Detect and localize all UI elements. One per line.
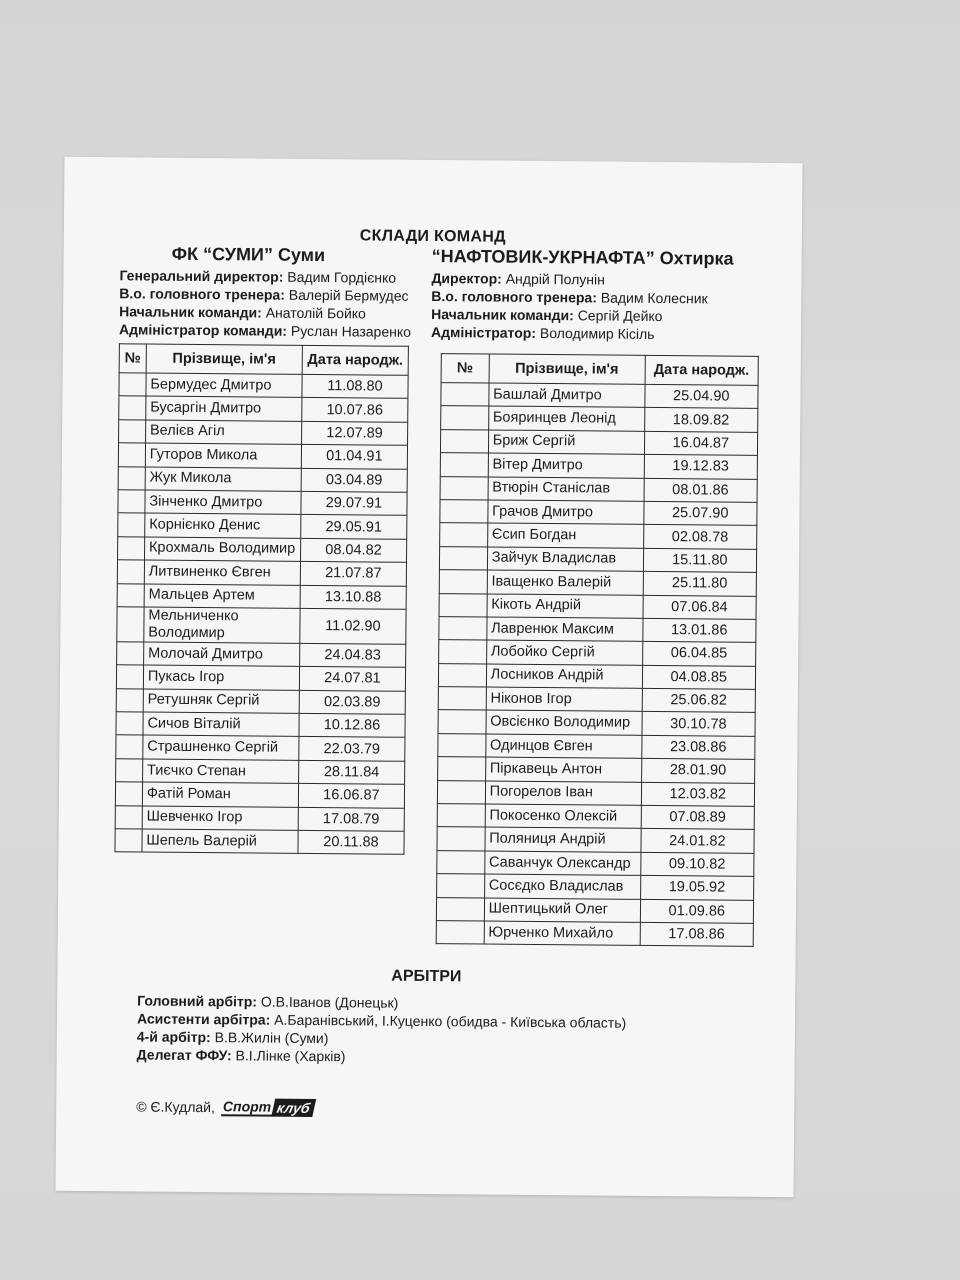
logo-part-club: клуб xyxy=(271,1099,316,1117)
player-name-cell: Поляниця Андрій xyxy=(485,827,641,852)
player-number-cell xyxy=(439,546,487,570)
player-name-cell: Шептицький Олег xyxy=(484,898,640,923)
staff-line: Начальник команди: Сергій Дейко xyxy=(431,306,663,325)
player-name-cell: Лобойко Сергій xyxy=(486,640,642,665)
player-birthdate-cell: 04.08.85 xyxy=(642,665,756,689)
player-birthdate-cell: 17.08.79 xyxy=(298,807,404,831)
player-name-cell: Лавренюк Максим xyxy=(487,617,643,642)
player-birthdate-cell: 25.06.82 xyxy=(642,688,756,712)
table-row xyxy=(115,829,404,855)
player-birthdate-cell: 24.01.82 xyxy=(641,829,755,853)
player-name-cell: Гуторов Микола xyxy=(145,443,301,468)
player-number-cell xyxy=(119,396,146,420)
player-birthdate-cell: 25.07.90 xyxy=(643,501,757,525)
player-birthdate-cell: 10.07.86 xyxy=(302,398,408,422)
player-name-cell: Зінченко Дмитро xyxy=(145,490,301,515)
player-name-cell: Мельниченко Володимир xyxy=(144,607,300,643)
roster-table-left xyxy=(114,343,408,855)
player-birthdate-cell: 10.12.86 xyxy=(299,713,405,737)
player-number-cell xyxy=(441,383,489,407)
player-number-cell xyxy=(437,874,485,898)
player-birthdate-cell: 22.03.79 xyxy=(299,737,405,761)
column-header-number: № xyxy=(441,354,489,383)
player-number-cell xyxy=(438,687,486,711)
team-left-name: ФК “СУМИ” Суми xyxy=(171,243,326,266)
player-number-cell xyxy=(115,829,142,853)
player-birthdate-cell: 08.04.82 xyxy=(300,538,406,562)
roster-table-right xyxy=(436,353,759,947)
program-sheet xyxy=(56,157,803,1197)
player-birthdate-cell: 16.06.87 xyxy=(298,784,404,808)
player-number-cell xyxy=(118,513,145,537)
table-row xyxy=(118,443,407,469)
player-birthdate-cell: 24.04.83 xyxy=(299,643,405,667)
player-number-cell xyxy=(118,443,145,467)
player-birthdate-cell: 19.12.83 xyxy=(644,455,758,479)
player-number-cell xyxy=(438,663,486,687)
table-row xyxy=(116,759,405,785)
player-name-cell: Грачов Дмитро xyxy=(488,500,644,525)
table-row xyxy=(439,593,756,619)
player-number-cell xyxy=(438,710,486,734)
column-header-date: Дата народж. xyxy=(302,345,408,375)
staff-line: Адміністратор: Володимир Кісіль xyxy=(430,324,655,342)
player-number-cell xyxy=(437,780,485,804)
copyright-text: © Є.Кудлай, xyxy=(136,1098,215,1116)
player-birthdate-cell: 12.03.82 xyxy=(641,782,755,806)
player-birthdate-cell: 20.11.88 xyxy=(298,830,404,854)
page-title: СКЛАДИ КОМАНД xyxy=(359,227,506,246)
player-birthdate-cell: 02.08.78 xyxy=(643,525,757,549)
player-number-cell xyxy=(439,593,487,617)
player-birthdate-cell: 02.03.89 xyxy=(299,690,405,714)
player-number-cell xyxy=(439,616,487,640)
player-name-cell: Одинцов Євген xyxy=(485,734,641,759)
table-row xyxy=(439,546,756,572)
table-row xyxy=(117,607,406,645)
referee-line: 4-й арбітр: В.В.Жилін (Суми) xyxy=(136,1028,329,1047)
player-number-cell xyxy=(436,897,484,921)
staff-line: В.о. головного тренера: Вадим Колесник xyxy=(431,288,708,307)
player-birthdate-cell: 24.07.81 xyxy=(299,667,405,691)
table-row xyxy=(437,804,754,830)
team-right-name: “НАФТОВИК-УКРНАФТА” Охтирка xyxy=(431,246,734,269)
player-birthdate-cell: 23.08.86 xyxy=(641,735,755,759)
table-row xyxy=(115,805,404,831)
table-row xyxy=(440,476,757,502)
player-birthdate-cell: 11.08.80 xyxy=(302,374,408,398)
table-row xyxy=(115,782,404,808)
player-number-cell xyxy=(116,712,143,736)
referee-line: Головний арбітр: О.В.Іванов (Донецьк) xyxy=(137,992,399,1011)
player-name-cell: Юрченко Михайло xyxy=(484,921,640,946)
player-name-cell: Бояринцев Леонід xyxy=(488,406,644,431)
player-name-cell: Молочай Дмитро xyxy=(143,642,299,667)
player-birthdate-cell: 15.11.80 xyxy=(643,548,757,572)
table-row xyxy=(116,688,405,714)
table-row xyxy=(438,687,755,713)
player-name-cell: Ретушняк Сергій xyxy=(143,689,299,714)
table-row xyxy=(116,665,405,691)
table-row xyxy=(440,429,757,455)
player-number-cell xyxy=(440,453,488,477)
copyright-line xyxy=(136,1097,314,1117)
table-row xyxy=(437,827,754,853)
player-birthdate-cell: 29.05.91 xyxy=(301,515,407,539)
player-number-cell xyxy=(117,560,144,584)
player-number-cell xyxy=(117,607,144,642)
player-birthdate-cell: 13.10.88 xyxy=(300,585,406,609)
table-row xyxy=(437,850,754,876)
player-name-cell: Погорелов Іван xyxy=(485,781,641,806)
table-row xyxy=(438,710,755,736)
table-row xyxy=(118,490,407,516)
player-birthdate-cell: 09.10.82 xyxy=(640,852,754,876)
table-row xyxy=(439,570,756,596)
player-number-cell xyxy=(440,500,488,524)
player-name-cell: Сичов Віталій xyxy=(143,712,299,737)
player-birthdate-cell: 06.04.85 xyxy=(642,642,756,666)
player-number-cell xyxy=(116,759,143,783)
player-name-cell: Піркавець Антон xyxy=(485,757,641,782)
player-birthdate-cell: 18.09.82 xyxy=(644,408,758,432)
staff-line: Генеральний директор: Вадим Гордієнко xyxy=(119,267,397,286)
player-name-cell: Пукась Ігор xyxy=(143,665,299,690)
table-row xyxy=(119,373,408,399)
table-row xyxy=(437,780,754,806)
table-row xyxy=(440,523,757,549)
table-row xyxy=(440,453,757,479)
player-birthdate-cell: 17.08.86 xyxy=(640,922,754,946)
staff-line: Начальник команди: Анатолій Бойко xyxy=(119,303,366,322)
player-number-cell xyxy=(117,583,144,607)
player-name-cell: Вітер Дмитро xyxy=(488,453,644,478)
player-name-cell: Овсієнко Володимир xyxy=(486,710,642,735)
table-row xyxy=(117,560,406,586)
table-row xyxy=(436,921,753,947)
table-row xyxy=(117,583,406,609)
referee-line: Делегат ФФУ: В.І.Лінке (Харків) xyxy=(136,1046,346,1065)
player-birthdate-cell: 16.04.87 xyxy=(644,431,758,455)
player-number-cell xyxy=(437,850,485,874)
referees-title: АРБІТРИ xyxy=(391,967,462,986)
player-birthdate-cell: 30.10.78 xyxy=(642,712,756,736)
player-number-cell xyxy=(439,640,487,664)
player-name-cell: Бусаргін Дмитро xyxy=(146,396,302,421)
player-number-cell xyxy=(117,642,144,666)
player-number-cell xyxy=(440,429,488,453)
player-number-cell xyxy=(441,406,489,430)
player-name-cell: Втюрін Станіслав xyxy=(488,477,644,502)
table-row xyxy=(438,663,755,689)
column-header-name: Прізвище, ім'я xyxy=(489,354,645,384)
player-birthdate-cell: 28.11.84 xyxy=(298,760,404,784)
player-name-cell: Покосенко Олексій xyxy=(485,804,641,829)
player-number-cell xyxy=(438,757,486,781)
table-row xyxy=(439,640,756,666)
team-right-header xyxy=(431,246,792,344)
player-birthdate-cell: 25.04.90 xyxy=(644,384,758,408)
player-birthdate-cell: 21.07.87 xyxy=(300,561,406,585)
player-birthdate-cell: 19.05.92 xyxy=(640,876,754,900)
player-name-cell: Іващенко Валерій xyxy=(487,570,643,595)
player-number-cell xyxy=(436,921,484,945)
player-number-cell xyxy=(116,735,143,759)
player-name-cell: Тиєчко Степан xyxy=(142,759,298,784)
player-name-cell: Зайчук Владислав xyxy=(487,547,643,572)
table-row xyxy=(116,712,405,738)
player-number-cell xyxy=(439,570,487,594)
player-name-cell: Єсип Богдан xyxy=(487,523,643,548)
player-birthdate-cell: 29.07.91 xyxy=(301,491,407,515)
player-name-cell: Шепель Валерій xyxy=(142,829,298,854)
table-row xyxy=(118,537,407,563)
player-number-cell xyxy=(438,733,486,757)
player-number-cell xyxy=(119,373,146,397)
player-birthdate-cell: 01.04.91 xyxy=(301,445,407,469)
staff-line: В.о. головного тренера: Валерій Бермудес xyxy=(119,285,409,304)
player-birthdate-cell: 25.11.80 xyxy=(643,571,757,595)
player-number-cell xyxy=(118,537,145,561)
player-name-cell: Страшненко Сергій xyxy=(143,735,299,760)
player-name-cell: Саванчук Олександр xyxy=(484,851,640,876)
player-name-cell: Ніконов Ігор xyxy=(486,687,642,712)
table-row xyxy=(439,616,756,642)
player-number-cell xyxy=(116,688,143,712)
player-number-cell xyxy=(116,665,143,689)
player-number-cell xyxy=(440,476,488,500)
table-row xyxy=(119,420,408,446)
player-name-cell: Жук Микола xyxy=(145,467,301,492)
player-birthdate-cell: 11.02.90 xyxy=(300,608,406,644)
table-header-row xyxy=(119,344,408,376)
table-row xyxy=(441,383,758,409)
player-name-cell: Литвиненко Євген xyxy=(144,560,300,585)
player-birthdate-cell: 03.04.89 xyxy=(301,468,407,492)
table-row xyxy=(436,897,753,923)
player-name-cell: Крохмаль Володимир xyxy=(144,537,300,562)
player-birthdate-cell: 01.09.86 xyxy=(640,899,754,923)
player-name-cell: Фатій Роман xyxy=(142,782,298,807)
column-header-number: № xyxy=(119,344,146,373)
player-birthdate-cell: 08.01.86 xyxy=(644,478,758,502)
referee-line: Асистенти арбітра: А.Баранівський, І.Куценко (обидва - Київська область) xyxy=(136,1010,627,1031)
table-row xyxy=(440,500,757,526)
logo-part-sport: Спорт xyxy=(221,1098,273,1116)
table-header-row xyxy=(441,354,758,386)
table-row xyxy=(118,466,407,492)
player-number-cell xyxy=(118,466,145,490)
player-name-cell: Бриж Сергій xyxy=(488,430,644,455)
staff-line: Директор: Андрій Полунін xyxy=(431,270,605,288)
player-number-cell xyxy=(437,804,485,828)
player-name-cell: Шевченко Ігор xyxy=(142,806,298,831)
player-name-cell: Башлай Дмитро xyxy=(489,383,645,408)
table-row xyxy=(117,642,406,668)
sport-club-logo xyxy=(221,1098,314,1117)
player-number-cell xyxy=(437,827,485,851)
column-header-name: Прізвище, ім'я xyxy=(146,344,302,374)
player-birthdate-cell: 07.08.89 xyxy=(641,805,755,829)
player-name-cell: Бермудес Дмитро xyxy=(146,373,302,398)
player-name-cell: Лосников Андрій xyxy=(486,664,642,689)
table-row xyxy=(441,406,758,432)
player-birthdate-cell: 12.07.89 xyxy=(301,421,407,445)
player-number-cell xyxy=(119,420,146,444)
player-name-cell: Сосєдко Владислав xyxy=(484,874,640,899)
column-header-date: Дата народж. xyxy=(645,355,759,385)
table-row xyxy=(437,874,754,900)
player-number-cell xyxy=(440,523,488,547)
player-name-cell: Мальцев Артем xyxy=(144,584,300,609)
player-number-cell xyxy=(115,805,142,829)
player-birthdate-cell: 07.06.84 xyxy=(643,595,757,619)
table-row xyxy=(119,396,408,422)
player-birthdate-cell: 28.01.90 xyxy=(641,759,755,783)
table-row xyxy=(118,513,407,539)
referees-block xyxy=(137,991,627,1067)
player-name-cell: Кікоть Андрій xyxy=(487,594,643,619)
team-left-header xyxy=(119,243,420,341)
player-number-cell xyxy=(115,782,142,806)
player-name-cell: Велієв Агіл xyxy=(145,420,301,445)
table-row xyxy=(116,735,405,761)
table-row xyxy=(438,757,755,783)
staff-line: Адміністратор команди: Руслан Назаренко xyxy=(118,321,412,340)
table-row xyxy=(438,733,755,759)
player-name-cell: Корнієнко Денис xyxy=(145,513,301,538)
player-number-cell xyxy=(118,490,145,514)
player-birthdate-cell: 13.01.86 xyxy=(642,618,756,642)
